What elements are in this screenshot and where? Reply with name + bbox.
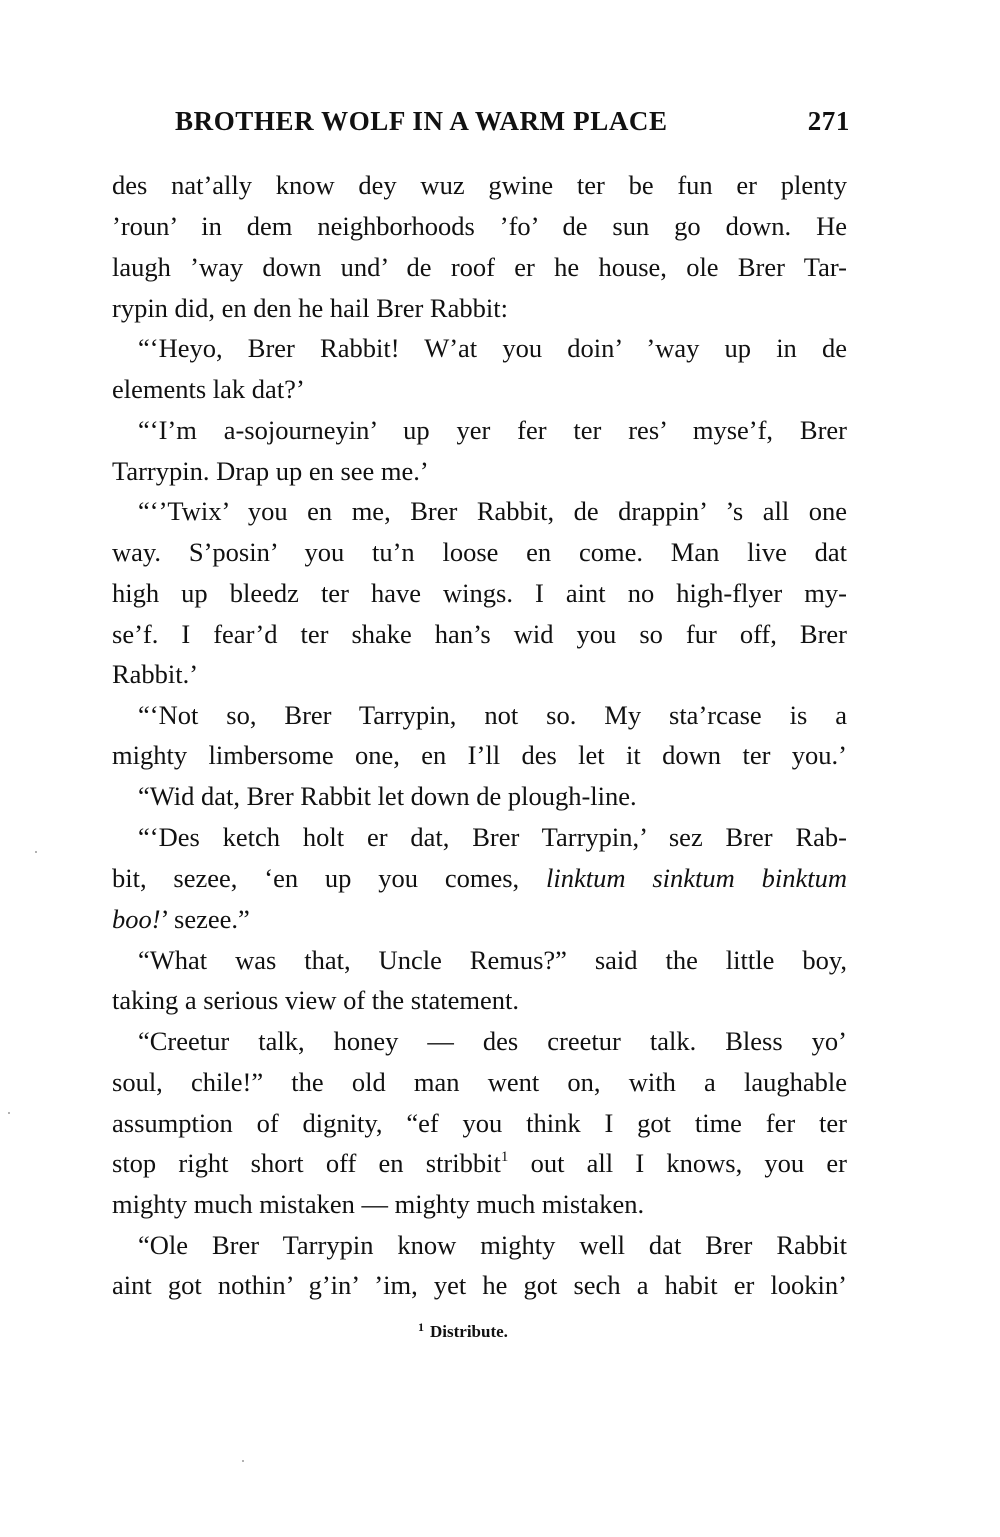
scan-speck [242, 1460, 244, 1462]
page-number: 271 [807, 106, 850, 136]
text-line: “‘’Twix’ you en me, Brer Rabbit, de drappin’ ’s all one [138, 496, 847, 526]
text-run: bit, sezee, ‘en up you comes, [112, 863, 547, 893]
running-title: BROTHER WOLF IN A WARM PLACE [175, 106, 668, 136]
footnote-marker: 1 [418, 1320, 424, 1334]
text-line: “Wid dat, Brer Rabbit let down de plough-line. [138, 781, 637, 811]
text-line: “‘Heyo, Brer Rabbit! W’at you doin’ ’way up in de [138, 333, 847, 363]
text-run: ’ sezee.” [160, 904, 250, 934]
text-line: ’roun’ in dem neighborhoods ’fo’ de sun go down. He [112, 211, 847, 241]
text-line: laugh ’way down und’ de roof er he house, ole Brer Tar- [112, 252, 847, 282]
text-line: “‘Not so, Brer Tarrypin, not so. My sta’rcase is a [138, 700, 847, 730]
text-line: assumption of dignity, “ef you think I got time fer ter [112, 1108, 847, 1138]
text-run: stop right short off en stribbit [112, 1148, 501, 1178]
text-line: se’f. I fear’d ter shake han’s wid you so fur off, Brer [112, 619, 847, 649]
text-line: soul, chile!” the old man went on, with a laughable [112, 1067, 847, 1097]
text-line: mighty much mistaken — mighty much mistaken. [112, 1189, 645, 1219]
text-line [112, 899, 847, 940]
text-line: des nat’ally know dey wuz gwine ter be fun er plenty [112, 170, 847, 200]
text-line: “‘I’m a-sojourneyin’ up yer fer ter res’ myse’f, Brer [138, 415, 847, 445]
text-line: “‘Des ketch holt er dat, Brer Tarrypin,’ sez Brer Rab- [138, 822, 847, 852]
italic-text: boo! [112, 904, 161, 934]
text-line: elements lak dat?’ [112, 374, 305, 404]
text-line: mighty limbersome one, en I’ll des let it down ter you.’ [112, 740, 847, 770]
scan-speck [8, 1112, 10, 1114]
italic-text: linktum sinktum binktum [546, 863, 847, 893]
text-line [112, 1143, 847, 1184]
footnote [418, 1320, 508, 1342]
text-line: taking a serious view of the statement. [112, 985, 519, 1015]
text-run: out all I knows, you er [508, 1148, 847, 1178]
text-line [112, 858, 847, 899]
text-line: “Creetur talk, honey — des creetur talk. Bless yo’ [138, 1026, 847, 1056]
text-line: aint got nothin’ g’in’ ’im, yet he got sech a habit er lookin’ [112, 1270, 847, 1300]
text-line: high up bleedz ter have wings. I aint no high-flyer my- [112, 578, 847, 608]
footnote-reference[interactable]: 1 [500, 1149, 509, 1165]
text-line: rypin did, en den he hail Brer Rabbit: [112, 293, 508, 323]
text-line: Tarrypin. Drap up en see me.’ [112, 456, 429, 486]
footnote-text: Distribute. [430, 1322, 508, 1341]
text-line: “Ole Brer Tarrypin know mighty well dat Brer Rabbit [138, 1230, 847, 1260]
page-header [175, 106, 850, 146]
text-line: Rabbit.’ [112, 659, 199, 689]
text-line: way. S’posin’ you tu’n loose en come. Man live dat [112, 537, 847, 567]
scan-speck [35, 851, 37, 853]
text-line: “What was that, Uncle Remus?” said the little boy, [138, 945, 847, 975]
